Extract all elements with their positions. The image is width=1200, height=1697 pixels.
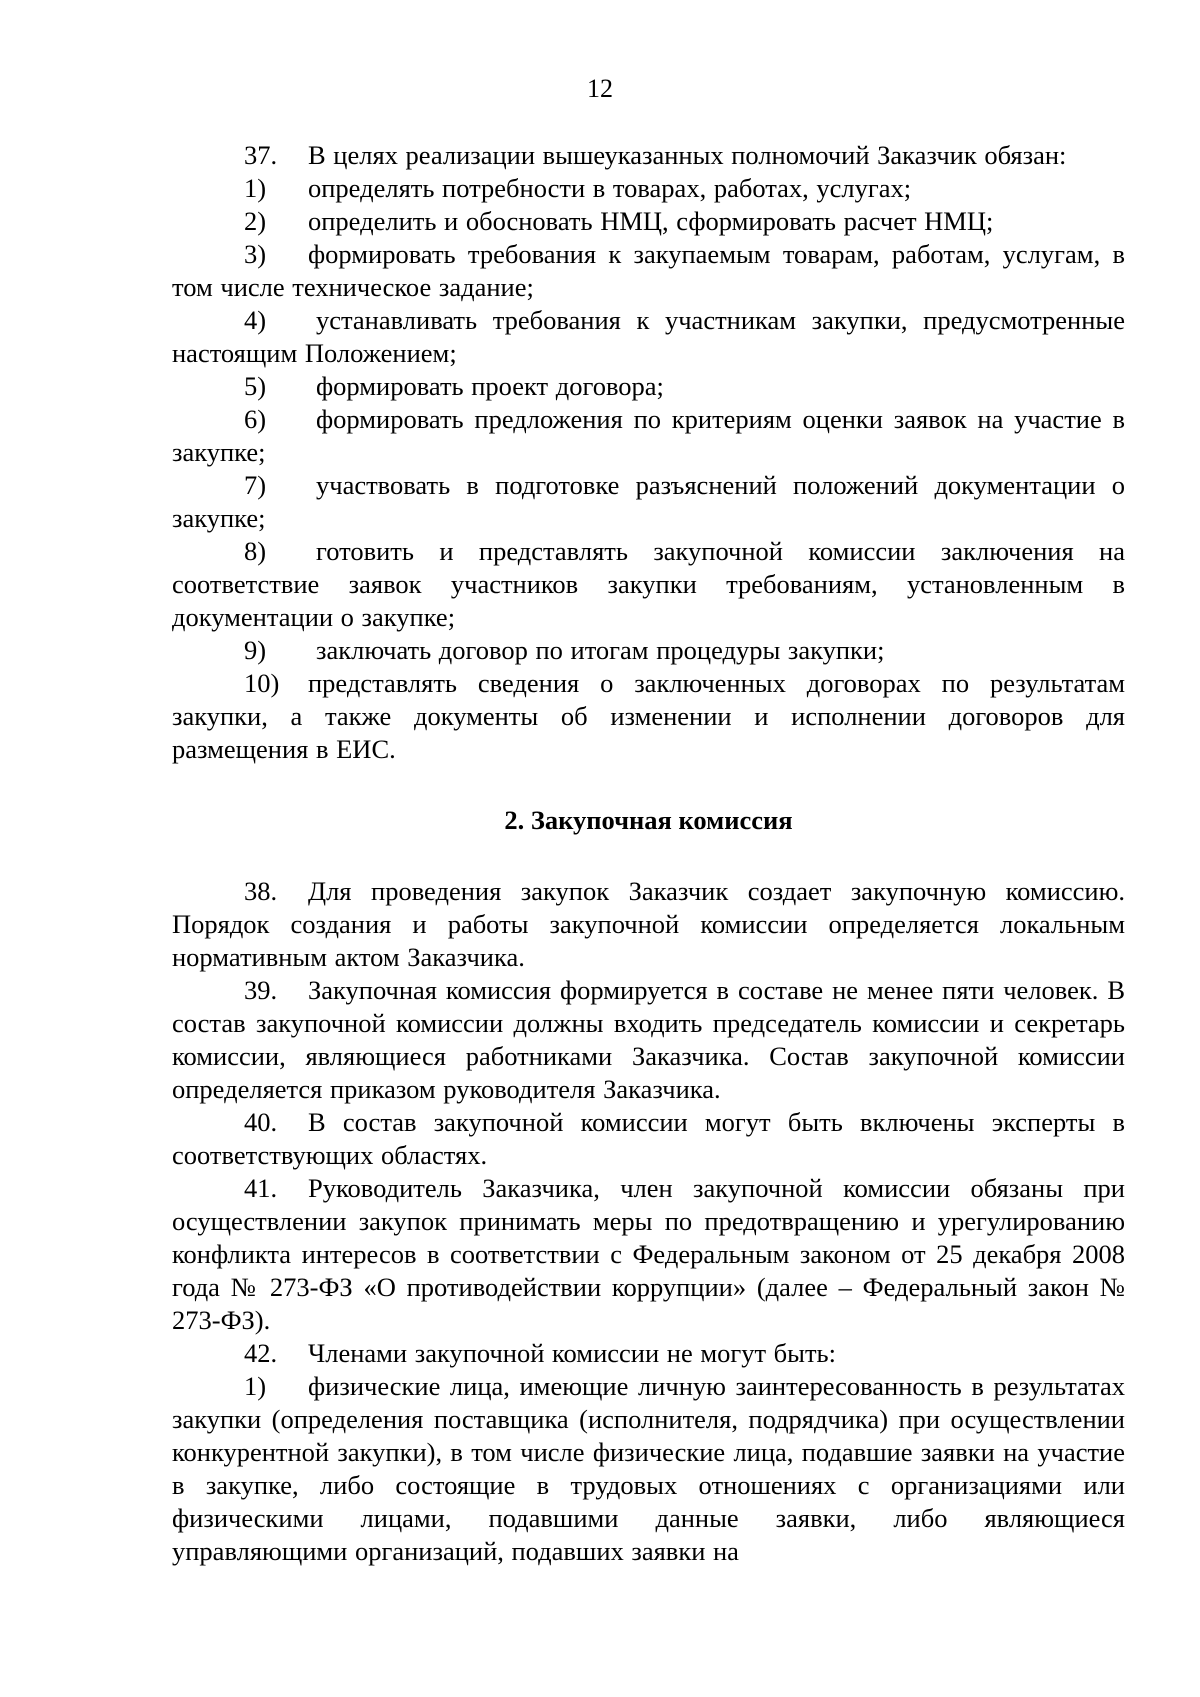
paragraph-38 xyxy=(172,875,1125,974)
list-item xyxy=(172,535,1125,634)
list-item xyxy=(172,1370,1125,1568)
paragraph-text: В состав закупочной комиссии могут быть включены эксперты в соответствующих областях. xyxy=(172,1107,1125,1170)
paragraph-text: Членами закупочной комиссии не могут быть: xyxy=(308,1338,836,1368)
list-item xyxy=(172,205,1125,238)
list-item-text: устанавливать требования к участникам закупки, предусмотренные настоящим Положением; xyxy=(172,305,1125,368)
list-item-number: 10) xyxy=(244,668,280,698)
page-number: 12 xyxy=(587,74,613,103)
list-item-number: 7) xyxy=(244,470,267,500)
paragraph-number: 41. xyxy=(244,1173,278,1203)
paragraph-text: Для проведения закупок Заказчик создает закупочную комиссию. Порядок создания и работы закупочной комиссии определяется локальным нормативным актом Заказчика. xyxy=(172,876,1125,972)
list-item xyxy=(172,469,1125,535)
list-item-number: 1) xyxy=(244,173,267,203)
list-item xyxy=(172,634,1125,667)
section-heading: 2. Закупочная комиссия xyxy=(504,805,793,835)
paragraph-number: 37. xyxy=(244,140,278,170)
list-item-number: 6) xyxy=(244,404,267,434)
list-item xyxy=(172,403,1125,469)
paragraph-number: 38. xyxy=(244,876,278,906)
paragraph-39 xyxy=(172,974,1125,1106)
list-item-number: 2) xyxy=(244,206,267,236)
paragraph-number: 42. xyxy=(244,1338,278,1368)
paragraph-number: 40. xyxy=(244,1107,278,1137)
list-item-text: формировать проект договора; xyxy=(316,371,664,401)
list-item-text: формировать требования к закупаемым товарам, работам, услугам, в том числе техническое задание; xyxy=(172,239,1125,302)
paragraph-40 xyxy=(172,1106,1125,1172)
list-item xyxy=(172,238,1125,304)
list-item-text: определять потребности в товарах, работах, услугах; xyxy=(308,173,912,203)
list-item-text: готовить и представлять закупочной комиссии заключения на соответствие заявок участников закупки требованиям, установленным в документации о закупке; xyxy=(172,536,1125,632)
paragraph-text: Руководитель Заказчика, член закупочной комиссии обязаны при осуществлении закупок принимать меры по предотвращению и урегулированию конфликта интересов в соответствии с Федеральным законом от 25 декабря 2008 года № 273-ФЗ «О противодействии коррупции» (далее – Федеральный закон № 273-ФЗ). xyxy=(172,1173,1125,1335)
list-item-text: определить и обосновать НМЦ, сформировать расчет НМЦ; xyxy=(308,206,994,236)
list-item-number: 8) xyxy=(244,536,267,566)
list-item xyxy=(172,667,1125,766)
list-item-text: формировать предложения по критериям оценки заявок на участие в закупке; xyxy=(172,404,1125,467)
list-item xyxy=(172,304,1125,370)
list-item-text: представлять сведения о заключенных договорах по результатам закупки, а также документы об изменении и исполнении договоров для размещения в ЕИС. xyxy=(172,668,1125,764)
list-item-number: 3) xyxy=(244,239,267,269)
list-item-number: 4) xyxy=(244,305,267,335)
paragraph-41 xyxy=(172,1172,1125,1337)
list-item-text: заключать договор по итогам процедуры закупки; xyxy=(316,635,885,665)
list-item xyxy=(172,172,1125,205)
list-item-text: участвовать в подготовке разъяснений положений документации о закупке; xyxy=(172,470,1125,533)
list-item xyxy=(172,370,1125,403)
paragraph-text: В целях реализации вышеуказанных полномочий Заказчик обязан: xyxy=(308,140,1067,170)
document-body xyxy=(172,139,1125,1568)
list-item-text: физические лица, имеющие личную заинтересованность в результатах закупки (определения поставщика (исполнителя, подрядчика) при осуществлении конкурентной закупки), в том числе физические лица, подавшие заявки на участие в закупке, либо состоящие в трудовых отношениях с организациями или физическими лицами, подавшими данные заявки, либо являющиеся управляющими организаций, подавших заявки на xyxy=(172,1371,1125,1566)
list-item-number: 5) xyxy=(244,371,267,401)
list-item-number: 1) xyxy=(244,1371,267,1401)
paragraph-37 xyxy=(172,139,1125,172)
paragraph-number: 39. xyxy=(244,975,278,1005)
paragraph-text: Закупочная комиссия формируется в составе не менее пяти человек. В состав закупочной комиссии должны входить председатель комиссии и секретарь комиссии, являющиеся работниками Заказчика. Состав закупочной комиссии определяется приказом руководителя Заказчика. xyxy=(172,975,1125,1104)
list-item-number: 9) xyxy=(244,635,267,665)
paragraph-42 xyxy=(172,1337,1125,1370)
